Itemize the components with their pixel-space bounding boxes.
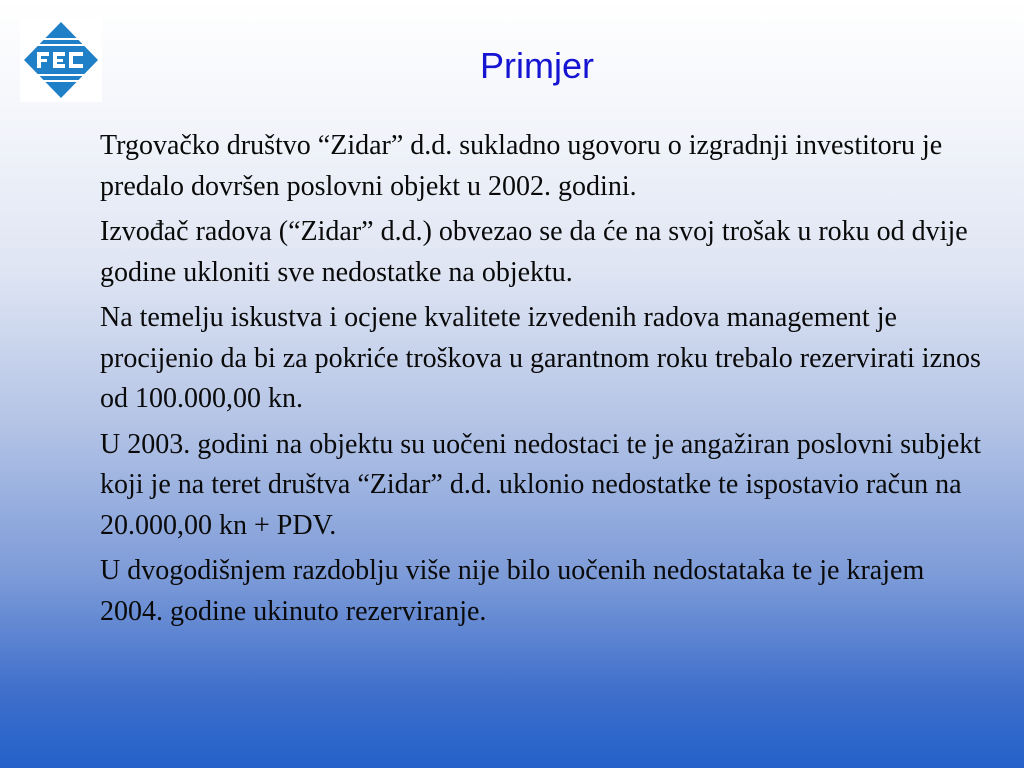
slide-body: [100, 126, 985, 637]
paragraph: U dvogodišnjem razdoblju više nije bilo uočenih nedostataka te je krajem 2004. godine ukinuto rezerviranje.: [100, 555, 925, 627]
paragraph: Izvođač radova (“Zidar” d.d.) obvezao se da će na svoj trošak u roku od dvije godine ukloniti sve nedostatke na objektu.: [100, 216, 968, 288]
paragraph: Na temelju iskustva i ocjene kvalitete izvedenih radova management je procijenio da bi za pokriće troškova u garantnom roku trebalo rezervirati iznos od 100.000,00 kn.: [100, 302, 981, 414]
paragraph: U 2003. godini na objektu su uočeni nedostaci te je angažiran poslovni subjekt koji je na teret društva “Zidar” d.d. uklonio nedostatke te ispostavio račun na 20.000,00 kn + PDV.: [100, 428, 982, 541]
paragraph: Trgovačko društvo “Zidar” d.d. sukladno ugovoru o izgradnji investitoru je predalo dovršen poslovni objekt u 2002. godini.: [100, 130, 943, 202]
slide-title: Primjer: [480, 45, 594, 86]
